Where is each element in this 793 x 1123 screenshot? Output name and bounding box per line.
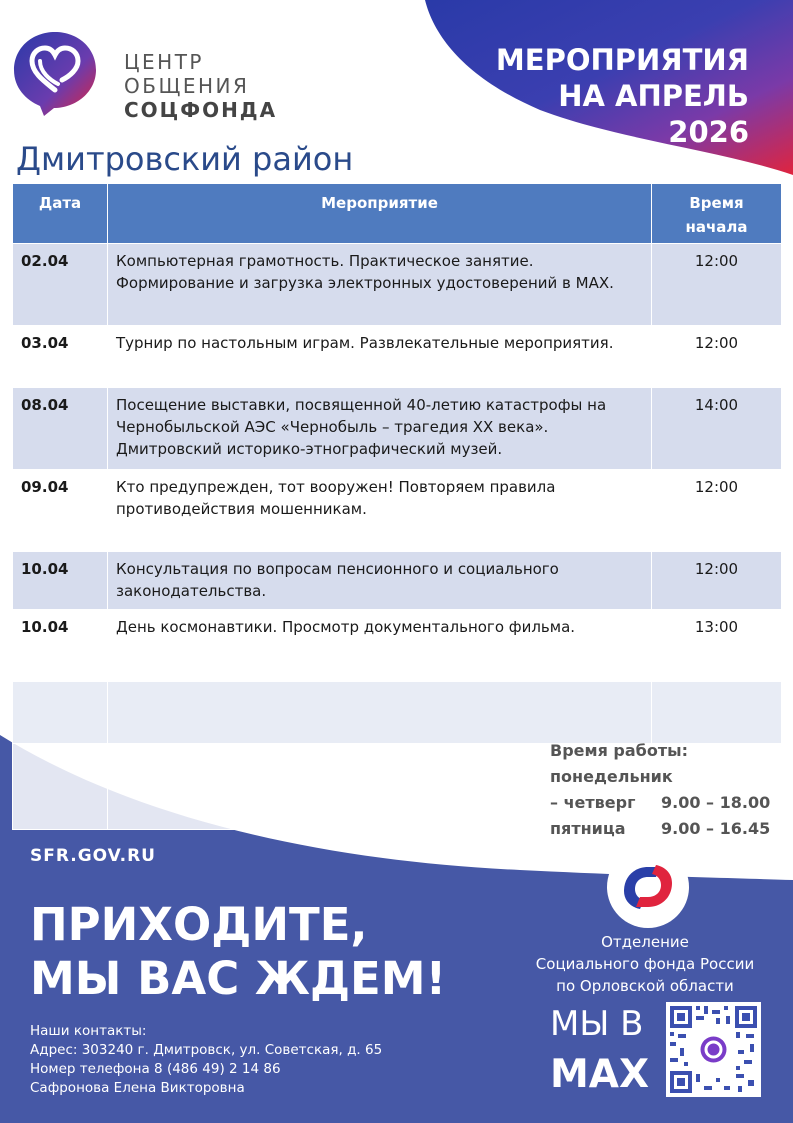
row-event: День космонавтики. Просмотр документального фильма.	[108, 610, 652, 682]
hours-days-2: – четверг	[550, 793, 636, 812]
hours-title: Время работы:	[550, 741, 688, 760]
working-hours	[550, 738, 770, 842]
table-row	[13, 610, 782, 682]
contacts-title: Наши контакты:	[30, 1023, 147, 1039]
row-date: 08.04	[13, 388, 108, 470]
events-table	[12, 183, 782, 830]
row-date: 10.04	[13, 610, 108, 682]
page-title	[496, 42, 749, 150]
row-event: Кто предупрежден, тот вооружен! Повторяем правила противодействия мошенникам.	[108, 470, 652, 552]
row-time: 12:00	[652, 552, 782, 610]
title-line-1: МЕРОПРИЯТИЯ	[495, 43, 749, 77]
max-line-2: MAX	[550, 1052, 650, 1097]
logo-line-2: ОБЩЕНИЯ	[124, 74, 250, 98]
title-line-3: 2026	[668, 115, 749, 149]
table-row	[13, 682, 782, 744]
qr-code[interactable]	[666, 1002, 761, 1097]
website-link[interactable]: SFR.GOV.RU	[30, 846, 156, 866]
heart-chat-logo-icon	[10, 28, 100, 118]
slogan-line-1: ПРИХОДИТЕ,	[30, 898, 368, 951]
dept-line-3: по Орловской области	[556, 977, 734, 995]
logo-text	[124, 50, 277, 122]
row-time: 14:00	[652, 388, 782, 470]
dept-line-1: Отделение	[601, 933, 689, 951]
row-time: 13:00	[652, 610, 782, 682]
row-date	[13, 744, 108, 830]
table-header-row	[13, 184, 782, 244]
logo-line-3: СОЦФОНДА	[124, 98, 278, 122]
contacts-block	[30, 1022, 382, 1098]
table-row	[13, 326, 782, 388]
row-time	[652, 682, 782, 744]
table-row	[13, 470, 782, 552]
row-event: Посещение выставки, посвященной 40-летию катастрофы на Чернобыльской АЭС «Чернобыль – трагедия XX века». Дмитровский историко-этнографический музей.	[108, 388, 652, 470]
row-event: Компьютерная грамотность. Практическое занятие. Формирование и загрузка электронных удостоверений в MAX.	[108, 244, 652, 326]
row-event	[108, 682, 652, 744]
header-date: Дата	[13, 184, 108, 244]
table-row	[13, 244, 782, 326]
row-date	[13, 682, 108, 744]
row-date: 02.04	[13, 244, 108, 326]
row-time: 12:00	[652, 470, 782, 552]
header-time-text: Время начала	[685, 194, 748, 236]
hours-time-2: 9.00 – 16.45	[661, 819, 771, 838]
header-event: Мероприятие	[108, 184, 652, 244]
row-date: 09.04	[13, 470, 108, 552]
hours-days-1: понедельник	[550, 767, 673, 786]
header-time	[652, 184, 782, 244]
contacts-address: Адрес: 303240 г. Дмитровск, ул. Советская, д. 65	[30, 1042, 383, 1058]
table-row	[13, 388, 782, 470]
department-name	[520, 931, 770, 997]
slogan-line-2: МЫ ВАС ЖДЕМ!	[30, 952, 447, 1005]
row-time: 12:00	[652, 244, 782, 326]
hours-row-1	[550, 790, 770, 816]
hours-time-1: 9.00 – 18.00	[661, 793, 771, 812]
table-row	[13, 552, 782, 610]
row-event: Турнир по настольным играм. Развлекательные мероприятия.	[108, 326, 652, 388]
hours-days-3: пятница	[550, 819, 626, 838]
row-time: 12:00	[652, 326, 782, 388]
hours-row-2	[550, 816, 770, 842]
slogan	[30, 898, 446, 1006]
max-line-1: МЫ В	[550, 1004, 644, 1044]
district-heading: Дмитровский район	[16, 140, 354, 178]
row-event: Консультация по вопросам пенсионного и социального законодательства.	[108, 552, 652, 610]
dept-line-2: Социального фонда России	[535, 955, 755, 973]
contacts-person: Сафронова Елена Викторовна	[30, 1080, 245, 1096]
row-date: 10.04	[13, 552, 108, 610]
contacts-phone: Номер телефона 8 (486 49) 2 14 86	[30, 1061, 281, 1077]
title-line-2: НА АПРЕЛЬ	[558, 79, 749, 113]
sfr-logo-icon	[606, 845, 690, 929]
row-date: 03.04	[13, 326, 108, 388]
logo-line-1: ЦЕНТР	[124, 50, 204, 74]
